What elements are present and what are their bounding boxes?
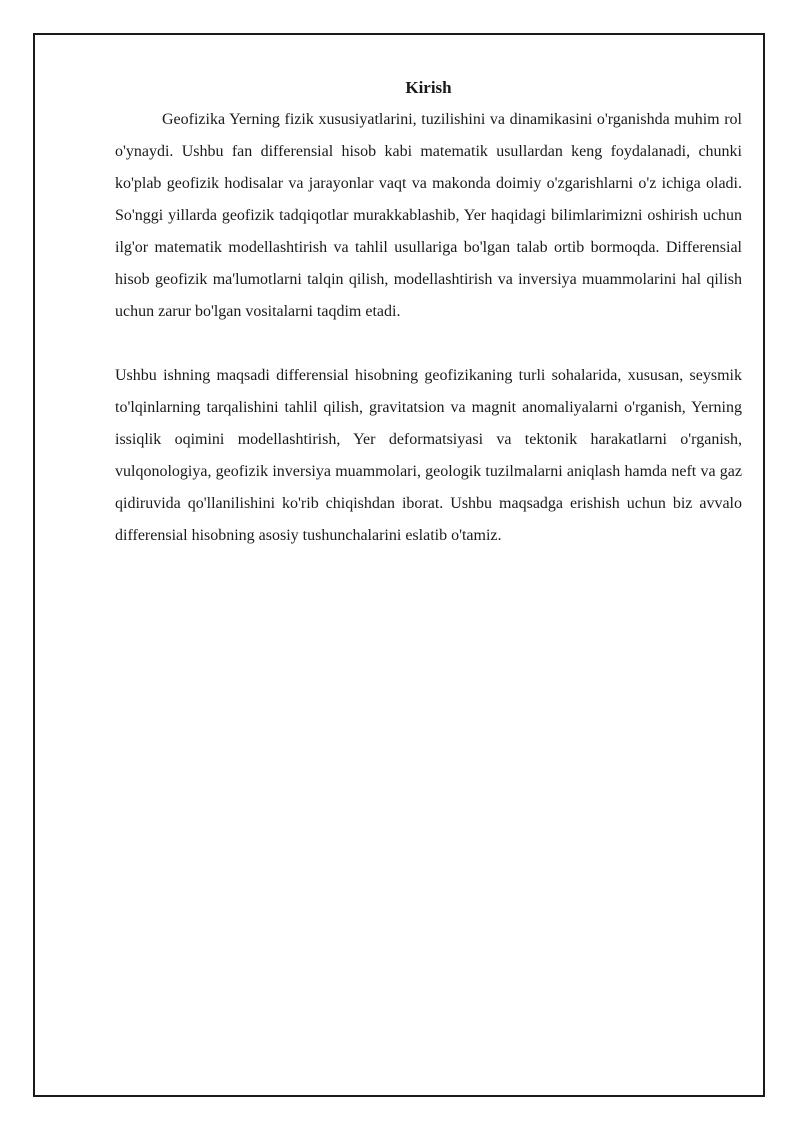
paragraph-spacer bbox=[115, 328, 742, 360]
paragraph-intro: Geofizika Yerning fizik xususiyatlarini, tuzilishini va dinamikasini o'rganishda muhim rol o'ynaydi. Ushbu fan differensial hisob kabi matematik usullardan keng foydalanadi, chunki ko'plab geofizik hodisalar va jarayonlar vaqt va makonda doimiy o'zgarishlarni o'z ichiga oladi. So'nggi yillarda geofizik tadqiqotlar murakkablashib, Yer haqidagi bilimlarimizni oshirish uchun ilg'or matematik modellashtirish va tahlil usullariga bo'lgan talab ortib bormoqda. Differensial hisob geofizik ma'lumotlarni talqin qilish, modellashtirish va inversiya muammolarini hal qilish uchun zarur bo'lgan vositalarni taqdim etadi. bbox=[115, 111, 742, 320]
paragraph-goal: Ushbu ishning maqsadi differensial hisobning geofizikaning turli sohalarida, xususan, seysmik to'lqinlarning tarqalishini tahlil qilish, gravitatsion va magnit anomaliyalarni o'rganish, Yerning issiqlik oqimini modellashtirish, Yer deformatsiyasi va tektonik harakatlarni o'rganish, vulqonologiya, geofizik inversiya muammolari, geologik tuzilmalarni aniqlash hamda neft va gaz qidiruvida qo'llanilishini ko'rib chiqishdan iborat. Ushbu maqsadga erishish uchun biz avvalo differensial hisobning asosiy tushunchalarini eslatib o'tamiz. bbox=[115, 367, 742, 544]
section-heading: Kirish bbox=[405, 78, 452, 97]
document-body bbox=[115, 76, 742, 552]
